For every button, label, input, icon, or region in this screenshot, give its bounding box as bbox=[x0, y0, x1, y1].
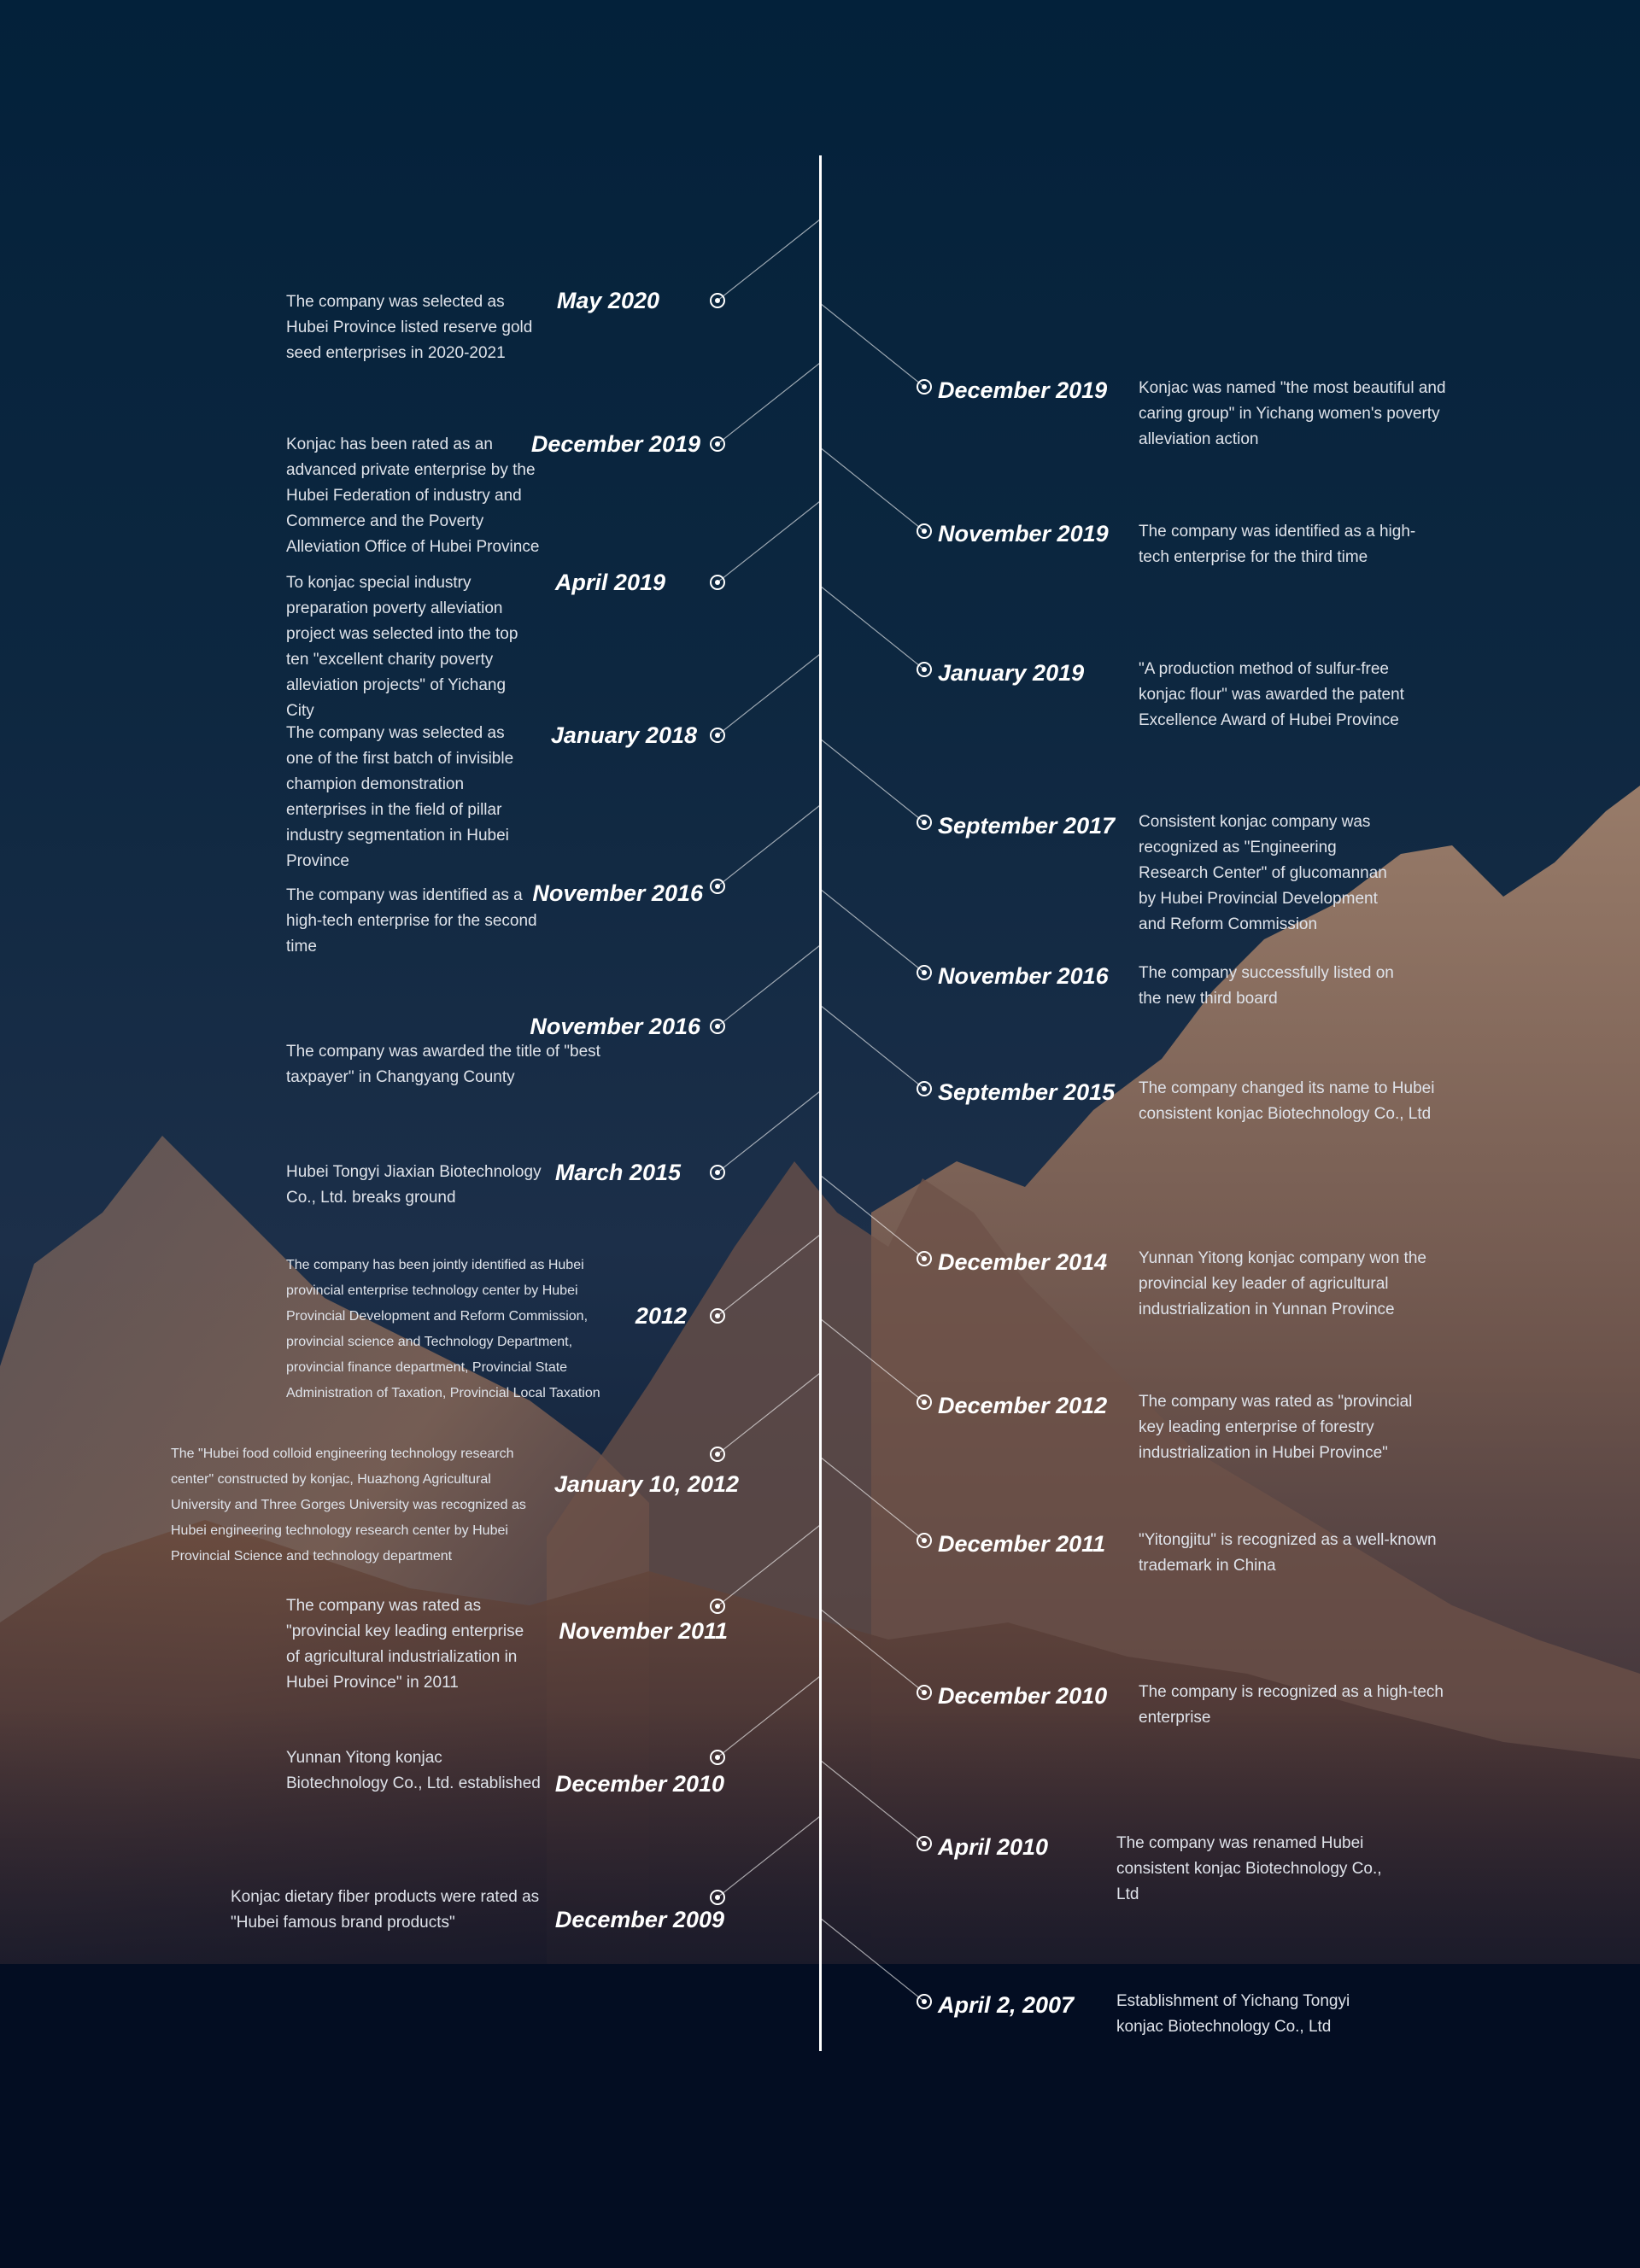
timeline-dot-icon bbox=[710, 1447, 725, 1462]
timeline-dot-icon bbox=[917, 1251, 932, 1266]
event-date: December 2010 bbox=[554, 1771, 724, 1797]
event-description: The company was rated as "provincial key leading enterprise of forestry industrialization in Hubei Province" bbox=[1139, 1393, 1413, 1462]
event-date: April 2, 2007 bbox=[938, 1992, 1075, 2018]
timeline-dot-icon bbox=[917, 1994, 932, 2009]
timeline-dot-icon bbox=[710, 728, 725, 743]
timeline-dot-icon bbox=[710, 879, 725, 894]
timeline-dot-icon bbox=[917, 965, 932, 980]
event-date: November 2016 bbox=[532, 880, 703, 906]
timeline-dot-icon bbox=[917, 1836, 932, 1851]
event-description: To konjac special industry preparation poverty alleviation project was selected into the top ten "excellent charity poverty alleviation projects" of Yichang City bbox=[286, 574, 518, 720]
timeline-dot-icon bbox=[710, 1599, 725, 1614]
event-date: May 2020 bbox=[556, 288, 659, 313]
event-description: The company was identified as a high-tech enterprise for the second time bbox=[286, 886, 537, 956]
timeline-dot-icon bbox=[917, 1685, 932, 1700]
event-description: "A production method of sulfur-free konjac flour" was awarded the patent Excellence Award of Hubei Province bbox=[1139, 660, 1404, 729]
event-description: The company was selected as Hubei Province listed reserve gold seed enterprises in 2020-2021 bbox=[286, 293, 533, 362]
timeline-dot-icon bbox=[710, 1750, 725, 1765]
event-date: April 2010 bbox=[938, 1834, 1049, 1860]
event-date: January 2018 bbox=[550, 722, 697, 748]
timeline-dot-icon bbox=[917, 1394, 932, 1410]
timeline-dot-icon bbox=[710, 575, 725, 590]
event-date: December 2009 bbox=[554, 1907, 724, 1932]
event-description: The company was identified as a high-tech enterprise for the third time bbox=[1139, 523, 1416, 566]
event-description: Yunnan Yitong konjac company won the provincial key leader of agricultural industrialization in Yunnan Province bbox=[1139, 1249, 1426, 1318]
event-date: November 2016 bbox=[938, 963, 1109, 989]
event-description: The company was awarded the title of "best taxpayer" in Changyang County bbox=[286, 1043, 600, 1086]
timeline-dot-icon bbox=[917, 1533, 932, 1548]
event-date: November 2019 bbox=[938, 521, 1109, 547]
timeline-dot-icon bbox=[710, 1308, 725, 1324]
event-date: December 2011 bbox=[938, 1531, 1106, 1557]
timeline-dot-icon bbox=[710, 436, 725, 452]
event-description: The "Hubei food colloid engineering technology research center" constructed by konjac, Huazhong Agricultural University and Three Gorges University was recognized as Hubei engineering technology research center by Hubei Provincial Science and technology department bbox=[171, 1447, 526, 1564]
event-description: Hubei Tongyi Jiaxian Biotechnology Co., Ltd. breaks ground bbox=[286, 1163, 542, 1207]
event-description: Konjac was named "the most beautiful and caring group" in Yichang women's poverty alleviation action bbox=[1139, 379, 1446, 448]
timeline-dot-icon bbox=[917, 523, 932, 539]
event-description: The company was rated as "provincial key leading enterprise of agricultural industrialization in Hubei Province" in 2011 bbox=[286, 1597, 524, 1692]
event-description: Konjac has been rated as an advanced private enterprise by the Hubei Federation of industry and Commerce and the Poverty Alleviation Office of Hubei Province bbox=[286, 435, 540, 556]
event-description: Konjac dietary fiber products were rated as "Hubei famous brand products" bbox=[231, 1888, 540, 1932]
event-date: September 2015 bbox=[938, 1079, 1116, 1105]
timeline-dot-icon bbox=[710, 1165, 725, 1180]
timeline-dot-icon bbox=[917, 662, 932, 677]
event-description: The company was selected as one of the first batch of invisible champion demonstration enterprises in the field of pillar industry segmentation in Hubei Province bbox=[286, 724, 514, 870]
timeline-dot-icon bbox=[917, 1081, 932, 1096]
event-date: April 2019 bbox=[554, 570, 665, 595]
event-description: The company has been jointly identified as Hubei provincial enterprise technology center by Hubei Provincial Development and Reform Commission, provincial science and Technology Department, provincial finance department, Provincial State Administration of Taxation, Provincial Local Taxation bbox=[286, 1258, 600, 1400]
event-date: December 2010 bbox=[938, 1683, 1108, 1709]
timeline-dot-icon bbox=[917, 379, 932, 395]
event-description: Establishment of Yichang Tongyi konjac Biotechnology Co., Ltd bbox=[1116, 1992, 1350, 2036]
event-date: December 2019 bbox=[530, 431, 700, 457]
event-date: December 2019 bbox=[938, 377, 1108, 403]
timeline-dot-icon bbox=[917, 815, 932, 830]
event-date: December 2012 bbox=[938, 1393, 1108, 1418]
event-date: January 10, 2012 bbox=[554, 1471, 739, 1497]
event-description: "Yitongjitu" is recognized as a well-known trademark in China bbox=[1139, 1531, 1437, 1575]
event-date: November 2011 bbox=[559, 1618, 728, 1644]
event-date: December 2014 bbox=[938, 1249, 1108, 1275]
event-description: The company is recognized as a high-tech enterprise bbox=[1139, 1683, 1444, 1727]
event-date: March 2015 bbox=[554, 1160, 681, 1185]
event-date: November 2016 bbox=[530, 1014, 700, 1039]
event-date: January 2019 bbox=[938, 660, 1085, 686]
event-date: 2012 bbox=[635, 1303, 687, 1329]
timeline-dot-icon bbox=[710, 1019, 725, 1034]
event-description: The company changed its name to Hubei consistent konjac Biotechnology Co., Ltd bbox=[1139, 1079, 1435, 1123]
event-date: September 2017 bbox=[938, 813, 1116, 839]
event-description: Consistent konjac company was recognized as "Engineering Research Center" of glucomannan by Hubei Provincial Development and Reform Commission bbox=[1139, 813, 1387, 933]
event-description: The company was renamed Hubei consistent konjac Biotechnology Co., Ltd bbox=[1116, 1834, 1382, 1903]
timeline-dot-icon bbox=[710, 293, 725, 308]
timeline-dot-icon bbox=[710, 1890, 725, 1905]
event-description: Yunnan Yitong konjac Biotechnology Co., Ltd. established bbox=[286, 1749, 541, 1792]
event-description: The company successfully listed on the new third board bbox=[1139, 964, 1394, 1008]
